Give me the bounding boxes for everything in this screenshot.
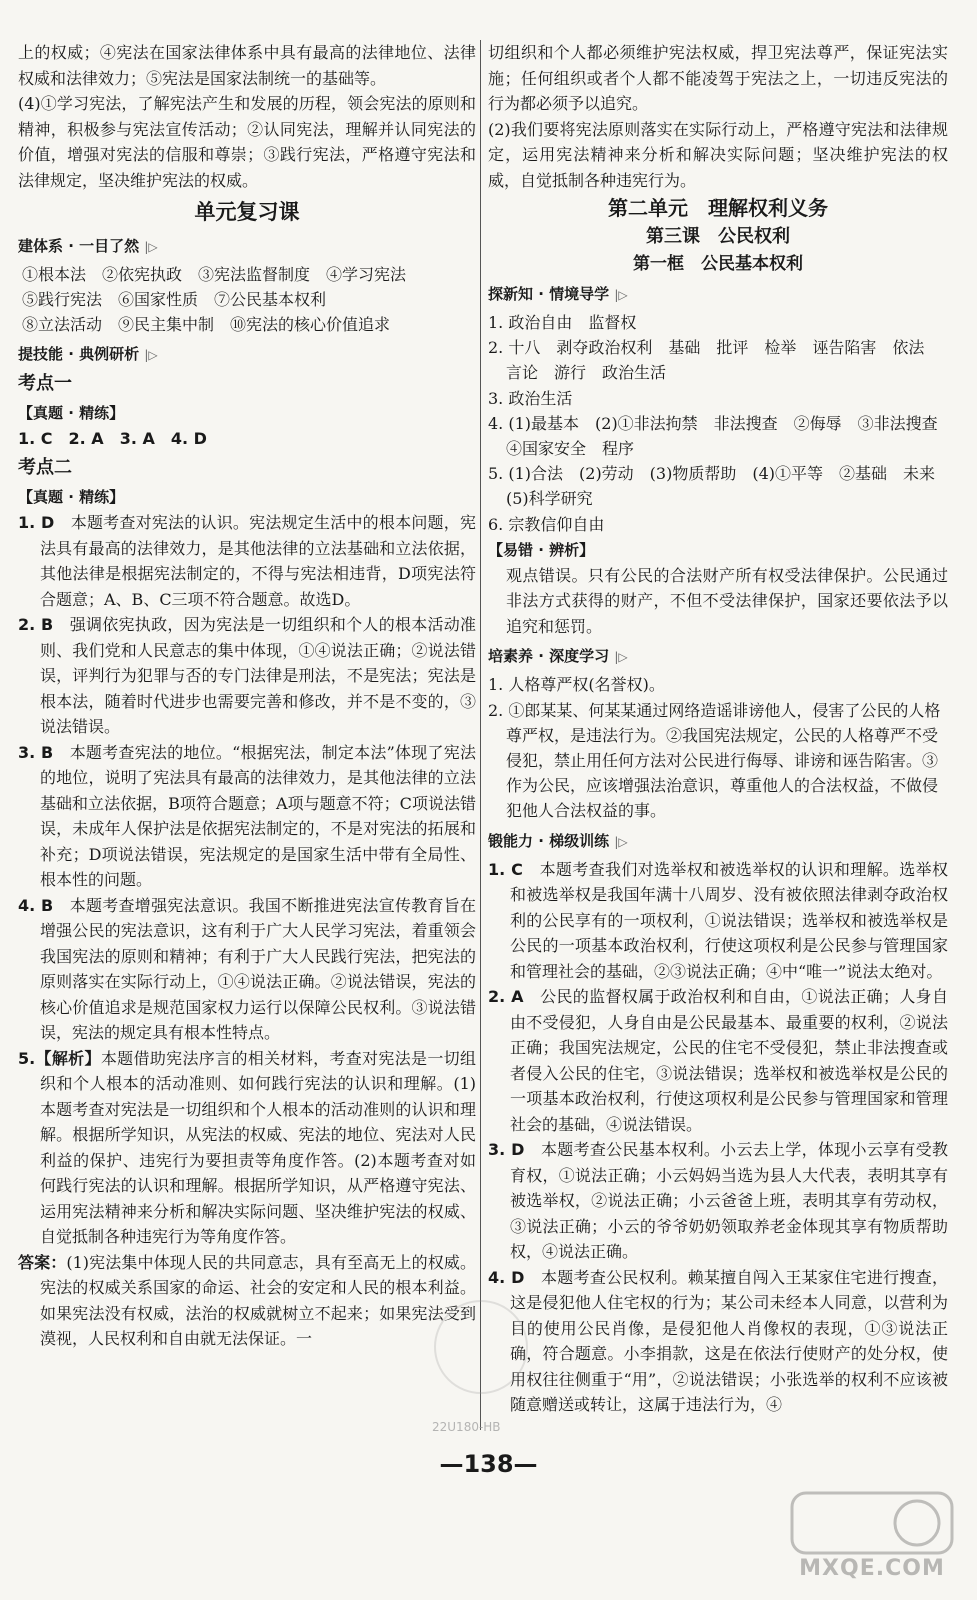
answer-item-text: 本题借助宪法序言的相关材料，考查对宪法是一切组织和个人根本的活动准则、如何践行宪法的认识和理解。(1)本题考查对宪法是一切组织和个人根本的活动准则的认识和理解。根据所学知识，从宪法的权威、宪法的地位、宪法对人民利益的保护、违宪行为要担责等角度作答。(2)本题考查对如何践行宪法的认识和理解。根据所学知识，从严格遵守宪法、运用宪法精神来分析和解决实际问题、坚决维护宪法的权威、自觉抵制各种违宪行为等角度作答。 bbox=[40, 1048, 476, 1246]
chevron-right-icon: |▷ bbox=[614, 288, 628, 302]
watermark-text: MXQE.COM bbox=[799, 1556, 945, 1581]
answer-item-text: 本题考查增强宪法意识。我国不断推进宪法宣传教育旨在增强公民的宪法意识，这有利于广大人民学习宪法，着重领会我国宪法的原则和精神；有利于广大人民践行宪法，把宪法的原则落实在实际行动上，①④说法正确。②说法错误，宪法的核心价值追求是规范国家权力运行以保障公民权利。③说法错误，宪法的规定具有根本性特点。 bbox=[40, 895, 476, 1042]
frame-title: 第一框 公民基本权利 bbox=[633, 254, 803, 274]
explore-list-item: 6. 宗教信仰自由 bbox=[488, 514, 605, 534]
explore-list-item: 2. 十八 剥夺政治权利 基础 批评 检举 诬告陷害 依法 言论 游行 政治生活 bbox=[488, 338, 941, 383]
deep-list-item: 1. 人格尊严权(名誉权)。 bbox=[488, 675, 665, 695]
answer-item-text: 强调依宪执政，因为宪法是一切组织和个人的根本活动准则、我们党和人民意志的集中体现，①④说法正确；②说法错误，评判行为犯罪与否的专门法律是刑法，不是宪法；宪法是根本法，随着时代进步也需要完善和修改，并不是不变的，③说法错误。 bbox=[40, 615, 476, 736]
section-deep-learning-label: 培素养 · 深度学习 bbox=[488, 647, 610, 666]
section-explore bbox=[488, 281, 948, 308]
watermark-logo bbox=[787, 1488, 957, 1588]
answer-item-text: 本题考查宪法的地位。“根据宪法，制定本法”体现了宪法的地位，说明了宪法具有最高的法律效力，是其他法律的立法基础和立法依据，B项符合题意；A项与题意不符；C项说法错误，未成年人保护法是依据宪法制定的，不是对宪法的拓展和补充；D项说法错误，宪法规定的是国家生活中带有全局性、根本性的问题。 bbox=[40, 742, 476, 889]
system-item: ⑥国家性质 bbox=[118, 290, 199, 309]
answer-item-number: 3. B bbox=[18, 742, 54, 762]
system-item: ⑨民主集中制 bbox=[118, 315, 215, 334]
answer-item-text: 本题考查对宪法的认识。宪法规定生活中的根本问题，宪法具有最高的法律效力，是其他法律的立法基础和立法依据，其他法律是根据宪法制定的，不得与宪法相违背，D项宪法符合题意；A、B、C三项不符合题意。故选D。 bbox=[40, 513, 477, 609]
right-column bbox=[488, 40, 954, 1418]
page-number: —138— bbox=[439, 1450, 538, 1478]
system-item: ①根本法 bbox=[22, 265, 87, 284]
continued-paragraph-2: (2)我们要将宪法原则落实在实际行动上，严格遵守宪法和法律规定，运用宪法精神来分析和解决实际问题；坚决维护宪法的权威，自觉抵制各种违宪行为。 bbox=[488, 119, 948, 190]
chevron-right-icon: |▷ bbox=[144, 348, 158, 362]
answer-item-number: 2. B bbox=[18, 615, 54, 634]
answer-item-number: 4. D bbox=[488, 1267, 525, 1287]
answer-item-number: 3. D bbox=[488, 1140, 525, 1160]
answer-item bbox=[488, 1265, 948, 1418]
lesson-title: 第三课 公民权利 bbox=[646, 226, 790, 247]
system-item: ④学习宪法 bbox=[326, 265, 407, 284]
unit-review-title: 单元复习课 bbox=[194, 200, 300, 224]
system-item: ②依宪执政 bbox=[102, 265, 183, 284]
faded-stamp bbox=[434, 1300, 528, 1394]
answer-item-number: 1. D bbox=[18, 513, 55, 532]
answer-item bbox=[18, 1046, 476, 1250]
system-row-1 bbox=[18, 262, 476, 287]
column-divider bbox=[480, 40, 481, 1430]
chevron-right-icon: |▷ bbox=[614, 834, 628, 849]
answer-item-number: 2. A bbox=[488, 987, 524, 1007]
answer-item bbox=[488, 984, 948, 1137]
system-item: ⑤践行宪法 bbox=[22, 290, 103, 309]
intro-paragraph-2: (4)①学习宪法，了解宪法产生和发展的历程，领会宪法的原则和精神，积极参与宪法宣传活动；②认同宪法，理解并认同宪法的价值，增强对宪法的信服和尊崇；③践行宪法，严格遵守宪法和法律规定，坚决维护宪法的权威。 bbox=[18, 94, 476, 190]
continued-paragraph-1: 切组织和个人都必须维护宪法权威，捍卫宪法尊严，保证宪法实施；任何组织或者个人都不能凌驾于宪法之上，一切违反宪法的行为都必须予以追究。 bbox=[488, 43, 948, 113]
answer-item-text: 本题考查公民权利。赖某擅自闯入王某家住宅进行搜查，这是侵犯他人住宅权的行为；某公司未经本人同意，以营利为目的使用公民肖像，是侵犯他人肖像权的表现，①③说法正确，符合题意。小李捐款，这是在依法行使财产的处分权，使用权往往侧重于“用”，②说法错误；小张选举的权利不应该被随意赠送或转让，这属于违法行为，④ bbox=[510, 1267, 948, 1415]
explore-list-item: 4. (1)最基本 (2)①非法拘禁 非法搜查 ②侮辱 ③非法搜查 ④国家安全 程序 bbox=[488, 413, 954, 459]
section-build-system bbox=[18, 233, 476, 260]
system-item: ⑦公民基本权利 bbox=[214, 290, 327, 309]
answer-item bbox=[488, 857, 948, 985]
answer-item-text: 本题考查我们对选举权和被选举权的认识和理解。选举权和被选举权是我国年满十八周岁、没有被依照法律剥夺政治权利的公民享有的一项权利，①说法错误；选举权和被选举权是公民的一项基本政治权利，行使这项权利是公民参与管理国家和管理社会的基础，②③说法正确；④中“唯一”说法太绝对。 bbox=[510, 859, 948, 981]
unit-2-title: 第二单元 理解权利义务 bbox=[608, 196, 828, 220]
answer-item-number: 4. B bbox=[18, 895, 54, 915]
system-item: ⑧立法活动 bbox=[22, 315, 103, 334]
answer-item-text: 本题考查公民基本权利。小云去上学，体现小云享有受教育权，①说法正确；小云妈妈当选为县人大代表，表明其享有被选举权，②说法正确；小云爸爸上班，表明其享有劳动权，③说法正确；小云的爷爷奶奶领取养老金体现其享有物质帮助权，④说法正确。 bbox=[510, 1140, 948, 1262]
explore-list-item: 1. 政治自由 监督权 bbox=[488, 313, 637, 332]
answer-item bbox=[488, 1137, 948, 1265]
answer-item bbox=[18, 893, 476, 1046]
kaodian-2-heading: 考点二 bbox=[18, 457, 72, 478]
section-explore-label: 探新知 · 情境导学 bbox=[488, 285, 610, 303]
section-deep-learning bbox=[488, 643, 948, 670]
left-column bbox=[18, 40, 476, 1352]
system-item: ③宪法监督制度 bbox=[198, 265, 311, 284]
answer-item-text: (1)宪法集中体现人民的共同意志，具有至高无上的权威。宪法的权威关系国家的命运、社会的安定和人民的根本利益。如果宪法没有权威，法治的权威就树立不起来；如果宪法受到漠视，人民权利和自由就无法保证。一 bbox=[40, 1252, 476, 1348]
answer-item-number: 5.【解析】 bbox=[18, 1048, 101, 1068]
intro-paragraph-1: 上的权威；④宪法在国家法律体系中具有最高的法律地位、法律权威和法律效力；⑤宪法是国家法制统一的基础等。 bbox=[18, 43, 476, 88]
system-row-3 bbox=[18, 312, 476, 337]
section-build-system-label: 建体系 · 一目了然 bbox=[18, 237, 140, 255]
kaodian-1-answers: 1. C 2. A 3. A 4. D bbox=[18, 429, 207, 448]
kaodian-1-tag: 【真题 · 精练】 bbox=[18, 404, 125, 422]
answer-item-number: 1. C bbox=[488, 859, 523, 879]
deep-list-item: 2. ①郎某某、何某某通过网络造谣诽谤他人，侵害了公民的人格尊严权，是违法行为。②我国宪法规定，公民的人格尊严不受侵犯，禁止用任何方法对公民进行侮辱、诽谤和诬告陷害。③作为公民，应该增强法治意识，尊重他人的合法权益，不做侵犯他人合法权益的事。 bbox=[488, 700, 941, 821]
answer-item bbox=[18, 612, 476, 740]
section-training bbox=[488, 828, 948, 855]
stamp-code: 22U180-HB bbox=[432, 1420, 501, 1434]
watermark-logo-icon bbox=[787, 1488, 957, 1558]
kaodian-2-tag: 【真题 · 精练】 bbox=[18, 488, 125, 506]
error-analysis-tag: 【易错 · 辨析】 bbox=[488, 540, 595, 559]
chevron-right-icon: |▷ bbox=[144, 240, 158, 254]
answer-item bbox=[18, 740, 476, 893]
system-row-2 bbox=[18, 287, 476, 312]
answer-item bbox=[18, 1250, 476, 1352]
system-item: ⑩宪法的核心价值追求 bbox=[230, 315, 391, 334]
error-analysis-text: 观点错误。只有公民的合法财产所有权受法律保护。公民通过非法方式获得的财产，不但不受法律保护，国家还要依法予以追究和惩罚。 bbox=[506, 565, 948, 636]
explore-list-item: 3. 政治生活 bbox=[488, 388, 573, 408]
answer-item-number: 答案： bbox=[18, 1252, 67, 1272]
answer-item bbox=[18, 510, 476, 612]
chevron-right-icon: |▷ bbox=[614, 650, 628, 665]
section-skills-label: 提技能 · 典例研析 bbox=[18, 345, 140, 363]
section-training-label: 锻能力 · 梯级训练 bbox=[488, 831, 610, 850]
answer-item-text: 公民的监督权属于政治权利和自由，①说法正确；人身自由不受侵犯，人身自由是公民最基本、最重要的权利，②说法正确；我国宪法规定，公民的住宅不受侵犯，禁止非法搜查或者侵入公民的住宅，③说法错误；选举权和被选举权是公民的一项基本政治权利，行使这项权利是公民参与管理国家和管理社会的基础，④说法错误。 bbox=[510, 987, 948, 1134]
section-skills bbox=[18, 341, 476, 368]
explore-list-item: 5. (1)合法 (2)劳动 (3)物质帮助 (4)①平等 ②基础 未来 (5)科学研究 bbox=[488, 464, 952, 509]
kaodian-1-heading: 考点一 bbox=[18, 373, 72, 394]
